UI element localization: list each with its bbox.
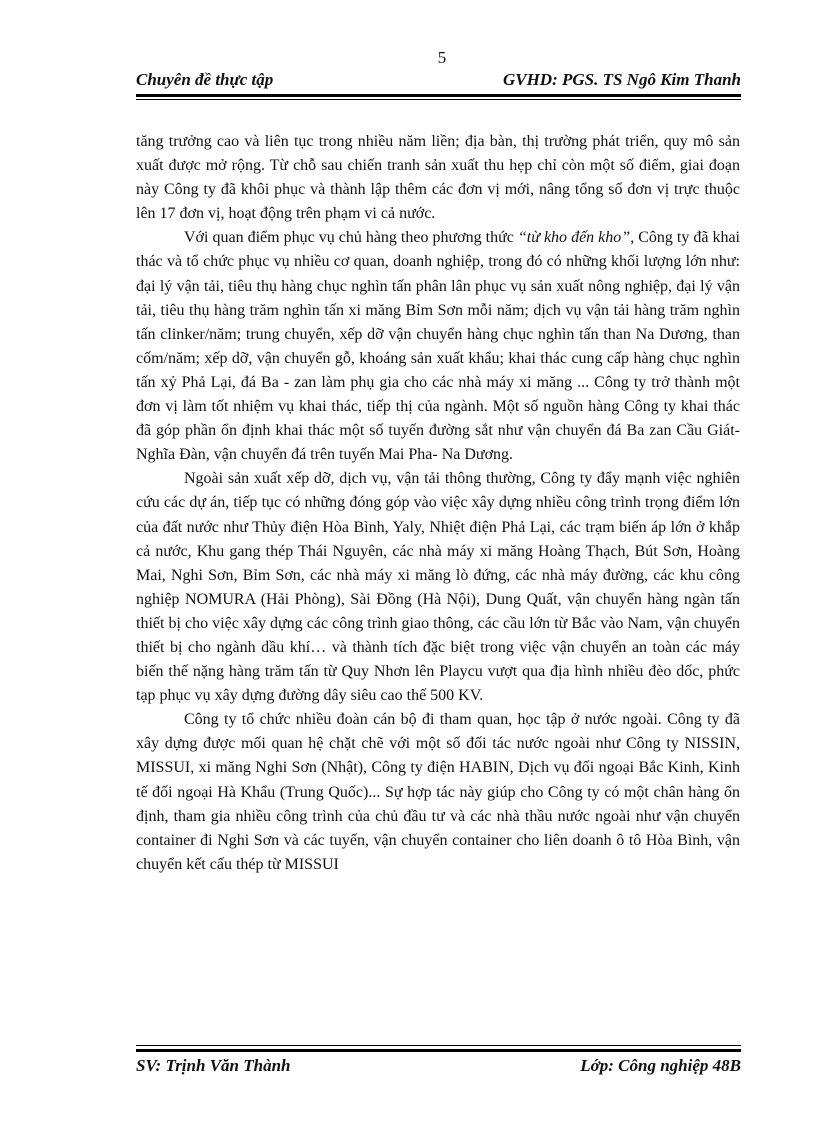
header-supervisor: GVHD: PGS. TS Ngô Kim Thanh xyxy=(502,70,741,89)
document-body xyxy=(136,130,740,877)
paragraph-service-rest: , Công ty đã khai thác và tổ chức phục vụ nhiều cơ quan, doanh nghiệp, trong đó có những khối lượng lớn như: đại lý vận tải, tiêu thụ hàng chục nghìn tấn phân lân phục vụ sản xuất nông nghiệp, đại lý vận tải, tiêu thụ hàng trăm nghìn tấn xi măng Bỉm Sơn mỗi năm; dịch vụ vận tải hàng trăm nghìn tấn clinker/năm; trung chuyển, xếp dỡ vận chuyển hàng chục nghìn tấn than Na Dương, than cốm/năm; xếp dỡ, vận chuyển gỗ, khoáng sản xuất khẩu; khai thác cung cấp hàng chục nghìn tấn xỷ Phả Lại, đá Ba - zan làm phụ gia cho các nhà máy xi măng ... Công ty trở thành một đơn vị làm tốt nhiệm vụ khai thác, tiếp thị của ngành. Một số nguồn hàng Công ty khai thác đã góp phần ổn định khai thác một số tuyến đường sắt như vận chuyển đá Ba zan Cầu Giát- Nghĩa Đàn, vận chuyển đá trên tuyến Mai Pha- Na Dương. xyxy=(136,229,740,464)
page-footer xyxy=(136,1056,741,1078)
paragraph-service-start: Với quan điểm phục vụ chủ hàng theo phương thức xyxy=(184,229,518,247)
paragraph-projects: Ngoài sản xuất xếp dỡ, dịch vụ, vận tải thông thường, Công ty đẩy mạnh việc nghiên cứu các dự án, tiếp tục có những đóng góp vào việc xây dựng nhiều công trình trọng điểm lớn của đất nước như Thủy điện Hòa Bình, Yaly, Nhiệt điện Phả Lại, các trạm biến áp lớn ở khắp cả nước, Khu gang thép Thái Nguyên, các nhà máy xi măng Hoàng Thạch, Bút Sơn, Hoàng Mai, Nghi Sơn, Bỉm Sơn, các nhà máy xi măng lò đứng, các nhà máy đường, các khu công nghiệp NOMURA (Hải Phòng), Sài Đồng (Hà Nội), Dung Quất, vận chuyển hàng ngàn tấn thiết bị cho việc xây dựng các công trình giao thông, các cầu lớn từ Bắc vào Nam, vận chuyển thiết bị cho ngành dầu khí… và thành tích đặc biệt trong việc vận chuyển an toàn các máy biến thế nặng hàng trăm tấn từ Quy Nhơn lên Playcu vượt qua địa hình nhiều đèo dốc, phức tạp phục vụ xây dựng đường dây siêu cao thế 500 KV. xyxy=(136,470,740,705)
paragraph-partners: Công ty tổ chức nhiều đoàn cán bộ đi tham quan, học tập ở nước ngoài. Công ty đã xây dựng được mối quan hệ chặt chẽ với một số đối tác nước ngoài như Công ty NISSIN, MISSUI, xi măng Nghi Sơn (Nhật), Công ty điện HABIN, Dịch vụ đối ngoại Bắc Kinh, Kinh tế đối ngoại Hà Khẩu (Trung Quốc)... Sự hợp tác này giúp cho Công ty có một chân hàng ổn định, tham gia nhiều công trình của chủ đầu tư và các nhà thầu nước ngoài như vận chuyển container đi Nghi Sơn và các tuyến, vận chuyển container cho liên doanh ô tô Hòa Bình, vận chuyển kết cấu thép từ MISSUI xyxy=(136,711,740,873)
header-rule-thin xyxy=(136,99,741,100)
footer-rule-thin xyxy=(136,1045,741,1046)
paragraph-service-quote: “từ kho đến kho” xyxy=(517,229,631,247)
footer-student: SV: Trịnh Văn Thành xyxy=(136,1056,291,1075)
header-report-title: Chuyên đề thực tập xyxy=(136,70,274,89)
footer-class: Lớp: Công nghiệp 48B xyxy=(580,1056,741,1075)
page-header xyxy=(136,70,741,92)
paragraph-service xyxy=(136,226,740,467)
header-rule-thick xyxy=(136,94,741,97)
footer-rule-thick xyxy=(136,1049,741,1052)
page-number: 5 xyxy=(437,48,447,67)
paragraph-continuation: tăng trưởng cao và liên tục trong nhiều năm liền; địa bàn, thị trường phát triển, quy mô sản xuất được mở rộng. Từ chỗ sau chiến tranh sản xuất thu hẹp chỉ còn một số điểm, giai đoạn này Công ty đã khôi phục và thành lập thêm các đơn vị mới, nâng tổng số đơn vị trực thuộc lên 17 đơn vị, hoạt động trên phạm vi cả nước. xyxy=(136,133,740,223)
